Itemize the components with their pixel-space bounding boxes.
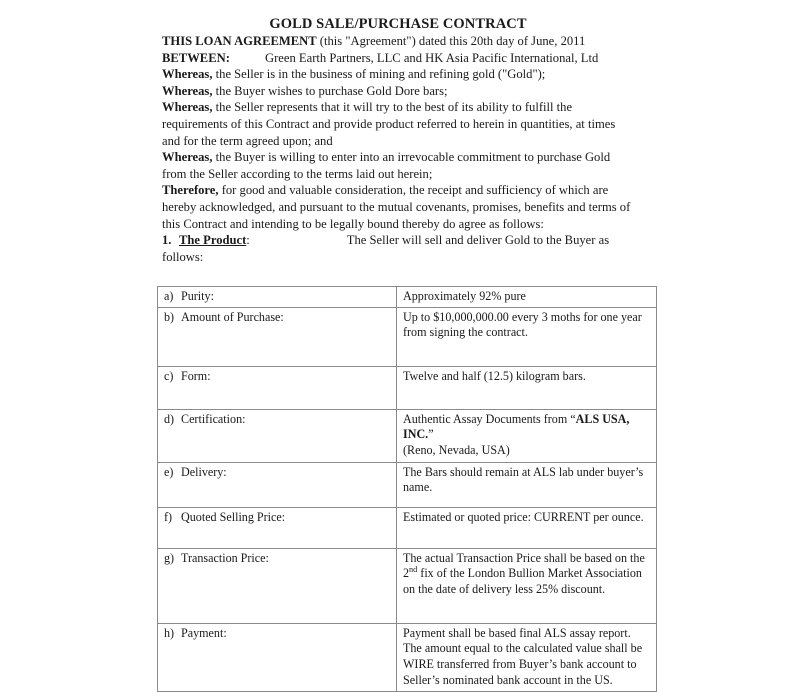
spec-value-cell: [397, 548, 657, 623]
recital-lead: Whereas,: [162, 67, 213, 82]
spec-label-cell: [158, 462, 397, 507]
spec-label-cell: [158, 507, 397, 548]
transaction-price-suffix: fix of the London Bullion Market Association on the date of delivery less 25% discount.: [403, 566, 642, 597]
table-row: [158, 462, 657, 507]
spec-label-cell: [158, 366, 397, 409]
certification-prefix: Authentic Assay Documents from “: [403, 411, 576, 426]
section-colon: :: [246, 233, 250, 248]
product-spec-table: [157, 286, 657, 692]
spec-value-cell: Twelve and half (12.5) kilogram bars.: [397, 366, 657, 409]
spec-label-cell: [158, 409, 397, 462]
item-label: Quoted Selling Price:: [181, 509, 286, 524]
spec-value-cell: Estimated or quoted price: CURRENT per ounce.: [397, 507, 657, 548]
spec-label-cell: [158, 548, 397, 623]
section-description: The Seller will sell and deliver Gold to the Buyer as follows:: [162, 233, 610, 264]
agreement-statement-lead: THIS LOAN AGREEMENT: [162, 34, 317, 48]
item-letter: h): [164, 625, 175, 640]
item-label: Amount of Purchase:: [181, 309, 284, 324]
item-label: Form:: [181, 368, 211, 383]
recital-text: the Buyer wishes to purchase Gold Dore bars;: [212, 83, 448, 98]
spec-value-cell: Up to $10,000,000.00 every 3 moths for one year from signing the contract.: [397, 307, 657, 366]
item-letter: g): [164, 550, 175, 565]
item-label: Purity:: [181, 289, 214, 303]
recital-text: for good and valuable consideration, the receipt and sufficiency of which are hereby acknowledged, and pursuant to the mutual covenants, promises, benefits and terms of this Contract and intending to be legally bound thereby do agree as follows:: [162, 183, 631, 231]
item-label: Payment:: [181, 625, 227, 640]
spec-value-cell: Payment shall be based final ALS assay report. The amount equal to the calculated value shall be WIRE transferred from Buyer’s bank account to Seller’s nominated bank account in the US.: [397, 623, 657, 691]
recital-lead: Whereas,: [162, 83, 213, 98]
spec-label-cell: [158, 307, 397, 366]
table-row: [158, 623, 657, 691]
recital-lead: Whereas,: [162, 150, 213, 165]
recital-therefore: [162, 182, 634, 232]
recital-lead: Whereas,: [162, 100, 213, 115]
table-row: [158, 287, 657, 308]
item-label: Delivery:: [181, 464, 227, 479]
recital-text: the Seller is in the business of mining and refining gold ("Gold");: [212, 67, 546, 82]
section-one-heading: [162, 232, 634, 265]
item-label: Transaction Price:: [181, 550, 269, 565]
agreement-statement-rest: (this "Agreement") dated this 20th day of June, 2011: [316, 34, 586, 48]
document-title: GOLD SALE/PURCHASE CONTRACT: [269, 16, 527, 32]
between-parties: Green Earth Partners, LLC and HK Asia Pacific International, Ltd: [265, 50, 599, 65]
item-letter: b): [164, 309, 175, 324]
spec-label-cell: [158, 287, 397, 308]
item-letter: d): [164, 411, 175, 426]
document-body: [162, 0, 634, 266]
spec-value-cell: [397, 409, 657, 462]
spec-value-cell: Approximately 92% pure: [397, 287, 657, 308]
table-row: [158, 409, 657, 462]
between-clause: [162, 50, 634, 67]
spec-label-cell: [158, 623, 397, 691]
section-number: 1.: [162, 233, 172, 248]
certification-suffix: ”: [428, 427, 434, 442]
certification-location: (Reno, Nevada, USA): [403, 443, 510, 458]
item-letter: a): [164, 289, 174, 303]
recital-whereas-4: [162, 149, 634, 182]
transaction-price-ordinal-suffix: nd: [409, 565, 418, 575]
transaction-price-prefix: The actual Transaction Price shall be based on the 2: [403, 550, 645, 581]
section-term: The Product: [179, 233, 247, 248]
table-row: [158, 366, 657, 409]
table-row: [158, 507, 657, 548]
recital-text: the Buyer is willing to enter into an irrevocable commitment to purchase Gold from the Seller according to the terms laid out herein;: [162, 150, 611, 181]
table-row: [158, 307, 657, 366]
item-letter: e): [164, 464, 174, 479]
recital-whereas-3: [162, 99, 634, 149]
item-label: Certification:: [181, 411, 246, 426]
between-label: BETWEEN:: [162, 50, 230, 65]
recital-whereas-1: [162, 66, 634, 83]
certification-lab-name: ALS USA, INC.: [403, 411, 630, 442]
recital-whereas-2: [162, 83, 634, 100]
recital-text: the Seller represents that it will try to the best of its ability to fulfill the requirements of this Contract and provide product referred to herein in quantities, at times and for the term agreed upon; and: [162, 100, 616, 148]
item-letter: f): [164, 509, 173, 524]
recital-lead: Therefore,: [162, 183, 219, 198]
agreement-statement: [162, 33, 634, 50]
table-row: [158, 548, 657, 623]
spec-value-cell: The Bars should remain at ALS lab under buyer’s name.: [397, 462, 657, 507]
item-letter: c): [164, 368, 174, 383]
